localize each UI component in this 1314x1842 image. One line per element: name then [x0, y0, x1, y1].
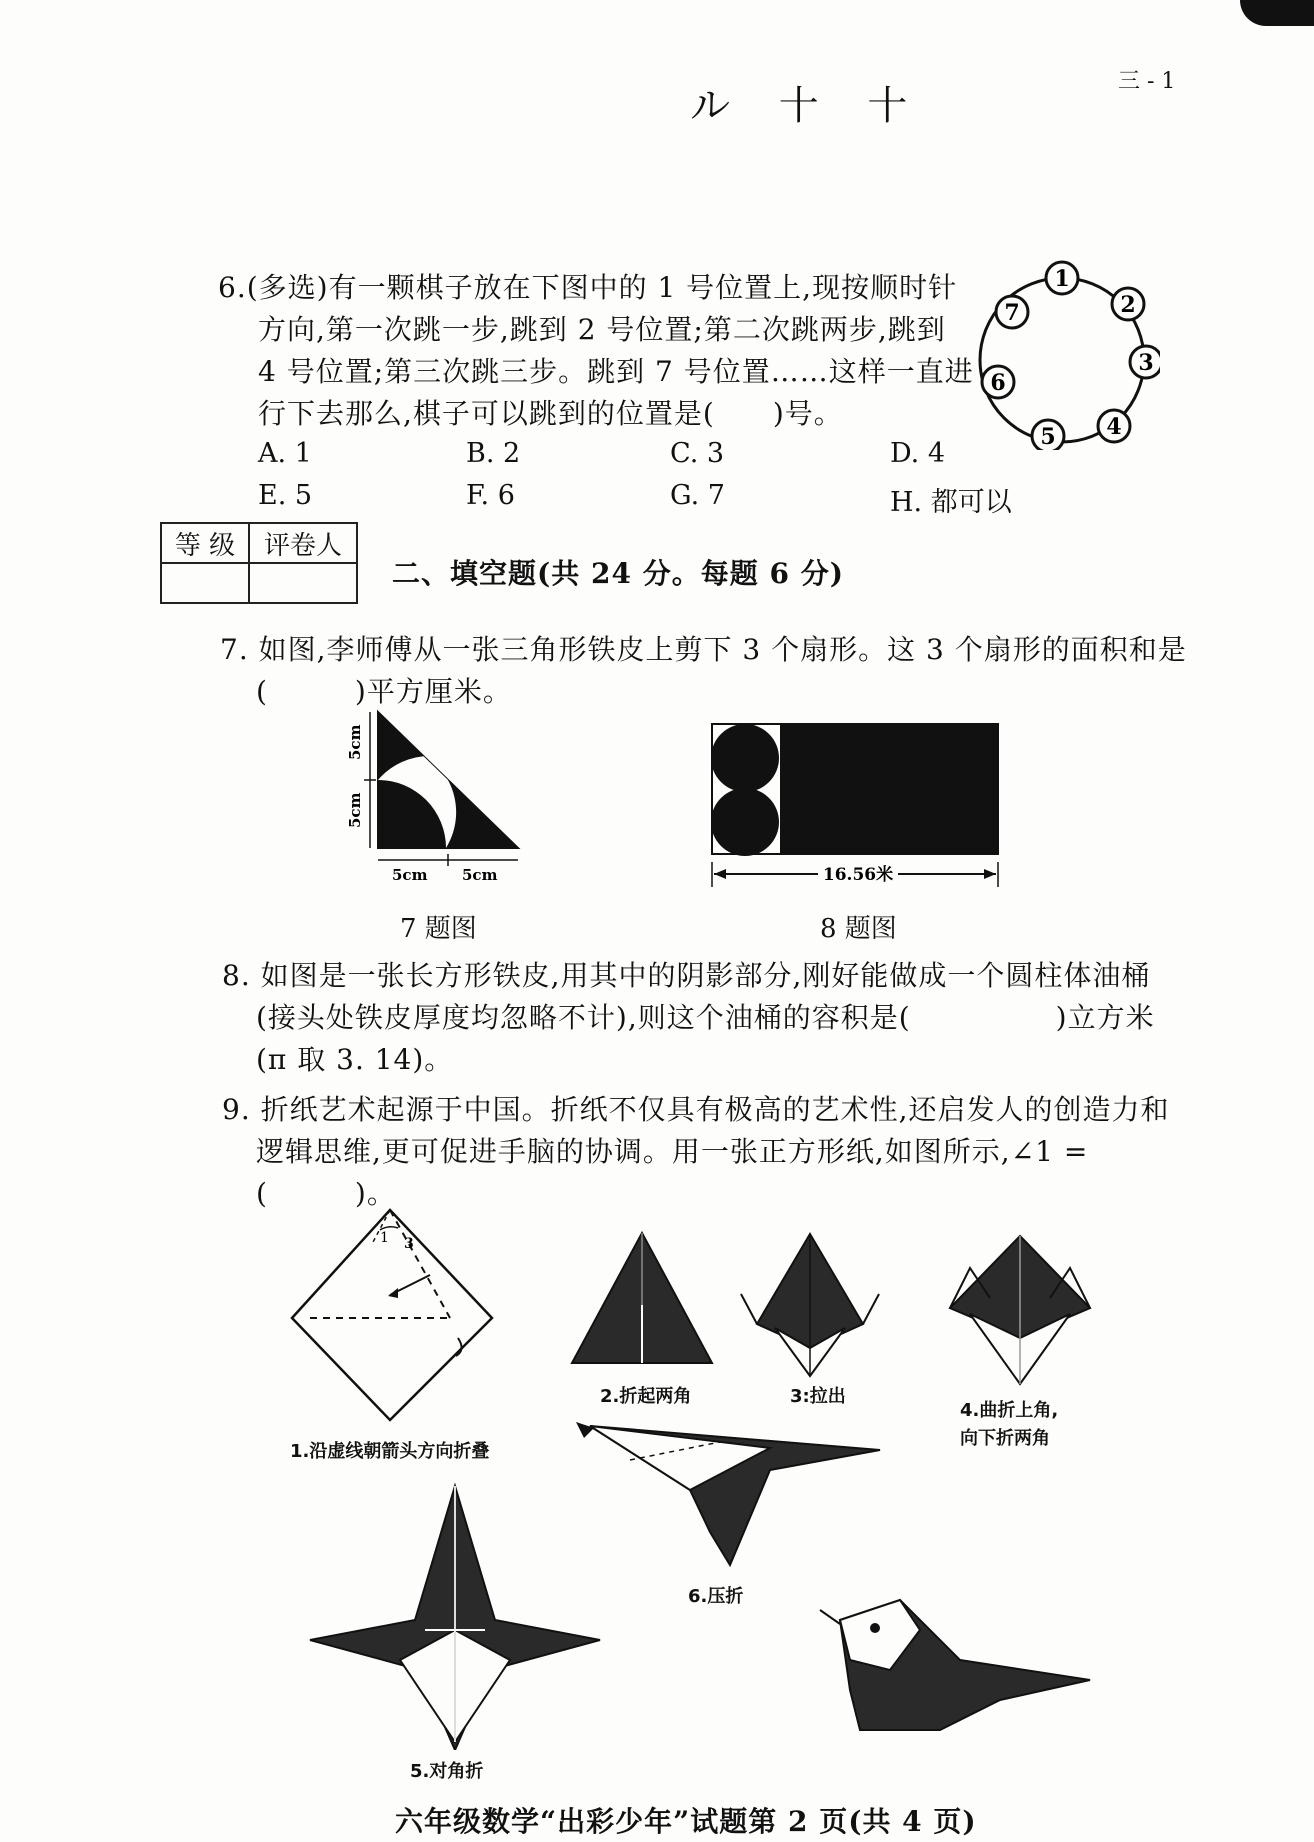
- grading-table: [160, 522, 358, 604]
- grader-cell: [249, 563, 357, 603]
- q7-line-1: 7. 如图,李师傅从一张三角形铁皮上剪下 3 个扇形。这 3 个扇形的面积和是: [220, 633, 1187, 666]
- origami-step-3-figure: [735, 1228, 885, 1378]
- q9-line-1: 9. 折纸艺术起源于中国。折纸不仅具有极高的艺术性,还启发人的创造力和: [222, 1093, 1170, 1126]
- grade-header: 等 级: [161, 523, 249, 563]
- origami-step-4-caption-line1: 4.曲折上角,: [960, 1400, 1059, 1421]
- q7-label-left-bottom: 5cm: [346, 792, 364, 828]
- angle-label-1: 1: [380, 1230, 389, 1246]
- q7-label-bottom-right: 5cm: [462, 866, 498, 884]
- q6-line-4: 行下去那么,棋子可以跳到的位置是( )号。: [258, 397, 843, 430]
- q9-line-3: ( )。: [256, 1177, 396, 1210]
- q8-line-1: 8. 如图是一张长方形铁皮,用其中的阴影部分,刚好能做成一个圆柱体油桶: [222, 959, 1151, 992]
- origami-step-1-figure: [280, 1200, 510, 1430]
- q8-line-2: (接头处铁皮厚度均忽略不计),则这个油桶的容积是( )立方米: [256, 1001, 1155, 1034]
- q6-option-b: B. 2: [466, 438, 521, 469]
- q6-line-1: 6.(多选)有一颗棋子放在下图中的 1 号位置上,现按顺时针: [218, 271, 958, 304]
- origami-step-1-caption: 1.沿虚线朝箭头方向折叠: [290, 1441, 490, 1462]
- origami-step-5-caption: 5.对角折: [410, 1761, 484, 1782]
- origami-step-4-figure: [940, 1228, 1100, 1388]
- q6-option-e: E. 5: [258, 480, 313, 511]
- q9-line-2: 逻辑思维,更可促进手脑的协调。用一张正方形纸,如图所示,∠1 =: [256, 1135, 1089, 1168]
- origami-step-2-figure: [560, 1225, 720, 1375]
- q8-rectangle-figure: [710, 722, 1000, 892]
- origami-step-2-caption: 2.折起两角: [600, 1386, 692, 1407]
- q7-line-2: ( )平方厘米。: [256, 675, 512, 708]
- q6-option-c: C. 3: [670, 438, 725, 469]
- origami-step-6-caption: 6.压折: [688, 1586, 744, 1607]
- q6-option-d: D. 4: [890, 438, 946, 469]
- q6-position-label: 6: [990, 370, 1006, 396]
- origami-step-6-figure: [570, 1420, 890, 1570]
- q6-position-label: 4: [1106, 414, 1122, 440]
- header-marks: ル 十 十: [690, 83, 926, 129]
- q8-line-3: (π 取 3. 14)。: [256, 1043, 454, 1076]
- q6-option-f: F. 6: [466, 480, 515, 511]
- q6-position-label: 7: [1004, 300, 1020, 326]
- q8-width-label: 16.56米: [822, 865, 894, 885]
- q7-label-left-top: 5cm: [346, 724, 364, 760]
- origami-bird-figure: [800, 1590, 1100, 1740]
- origami-step-4-caption-line2: 向下折两角: [960, 1428, 1050, 1449]
- q6-position-label: 5: [1040, 424, 1056, 450]
- q6-line-3: 4 号位置;第三次跳三步。跳到 7 号位置……这样一直进: [258, 355, 974, 388]
- page-footer: 六年级数学“出彩少年”试题第 2 页(共 4 页): [395, 1805, 977, 1838]
- q6-position-label: 2: [1120, 292, 1136, 318]
- q7-label-bottom-left: 5cm: [392, 866, 428, 884]
- grade-cell: [161, 563, 249, 603]
- q7-triangle-figure: [330, 700, 530, 890]
- q8-caption: 8 题图: [820, 914, 897, 944]
- section-2-title: 二、填空题(共 24 分。每题 6 分): [392, 557, 844, 590]
- q6-option-a: A. 1: [258, 438, 312, 469]
- q6-position-label: 1: [1054, 266, 1070, 292]
- origami-step-5-figure: [300, 1480, 610, 1750]
- q6-line-2: 方向,第一次跳一步,跳到 2 号位置;第二次跳两步,跳到: [258, 313, 946, 346]
- origami-step-3-caption: 3:拉出: [790, 1386, 846, 1407]
- grader-header: 评卷人: [249, 523, 357, 563]
- q6-circle-diagram: [960, 250, 1160, 450]
- q6-option-h: H. 都可以: [890, 487, 1012, 518]
- q7-caption: 7 题图: [400, 914, 477, 944]
- corner-mark: 三 - 1: [1118, 69, 1176, 94]
- q6-position-label: 3: [1138, 350, 1154, 376]
- q6-option-g: G. 7: [670, 480, 725, 511]
- scan-smudge: [1240, 0, 1314, 26]
- angle-label-3: 3: [404, 1236, 414, 1252]
